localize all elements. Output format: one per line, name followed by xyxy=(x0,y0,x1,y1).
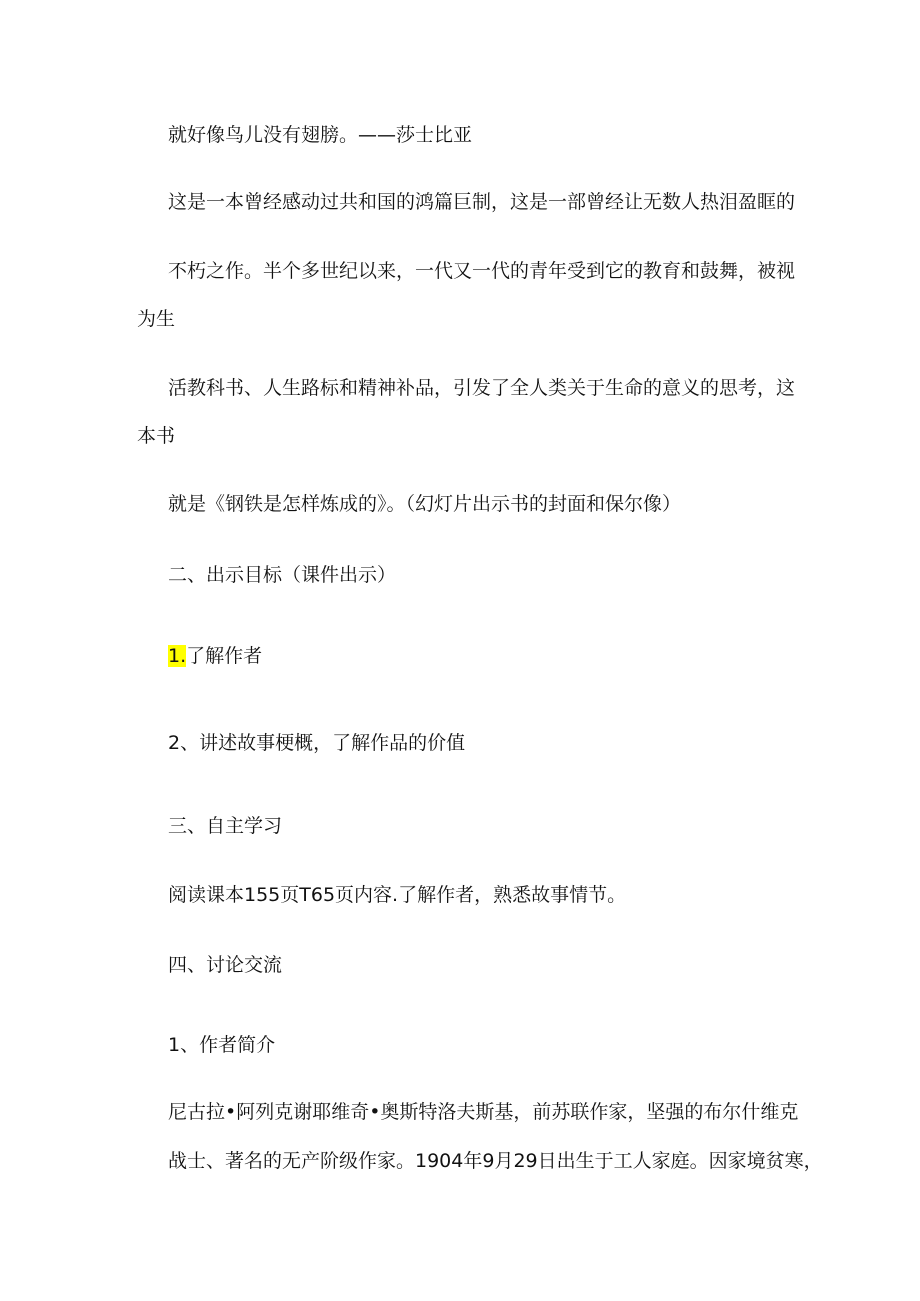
objective-item-1-text: 了解作者 xyxy=(186,645,263,667)
intro-paragraph-line-3: 为生 xyxy=(137,308,176,330)
intro-paragraph-line-6: 就是《钢铁是怎样炼成的》。（幻灯片出示书的封面和保尔像） xyxy=(168,493,682,515)
author-paragraph-line-2: 战士、著名的无产阶级作家。1904年9月29日出生于工人家庭。因家境贫寒， xyxy=(168,1150,823,1172)
objective-item-1 xyxy=(168,644,262,668)
intro-paragraph-line-1: 这是一本曾经感动过共和国的鸿篇巨制，这是一部曾经让无数人热泪盈眶的 xyxy=(168,191,796,213)
quote-line: 就好像鸟儿没有翅膀。——莎士比亚 xyxy=(168,124,473,146)
self-study-text: 阅读课本155页T65页内容.了解作者，熟悉故事情节。 xyxy=(168,884,627,906)
objective-item-2: 2、讲述故事梗概，了解作品的价值 xyxy=(168,732,466,754)
subsection-author-intro: 1、作者简介 xyxy=(168,1034,276,1056)
author-paragraph-line-1: 尼古拉•阿列克谢耶维奇•奥斯特洛夫斯基，前苏联作家，坚强的布尔什维克 xyxy=(168,1101,799,1123)
highlighted-number: 1. xyxy=(168,645,187,667)
section-heading-discussion: 四、讨论交流 xyxy=(168,954,283,976)
intro-paragraph-line-2: 不朽之作。半个多世纪以来，一代又一代的青年受到它的教育和鼓舞，被视 xyxy=(168,260,796,282)
intro-paragraph-line-4: 活教科书、人生路标和精神补品，引发了全人类关于生命的意义的思考，这 xyxy=(168,377,796,399)
intro-paragraph-line-5: 本书 xyxy=(137,425,176,447)
section-heading-self-study: 三、自主学习 xyxy=(168,815,283,837)
section-heading-objectives: 二、出示目标（课件出示） xyxy=(168,564,397,586)
